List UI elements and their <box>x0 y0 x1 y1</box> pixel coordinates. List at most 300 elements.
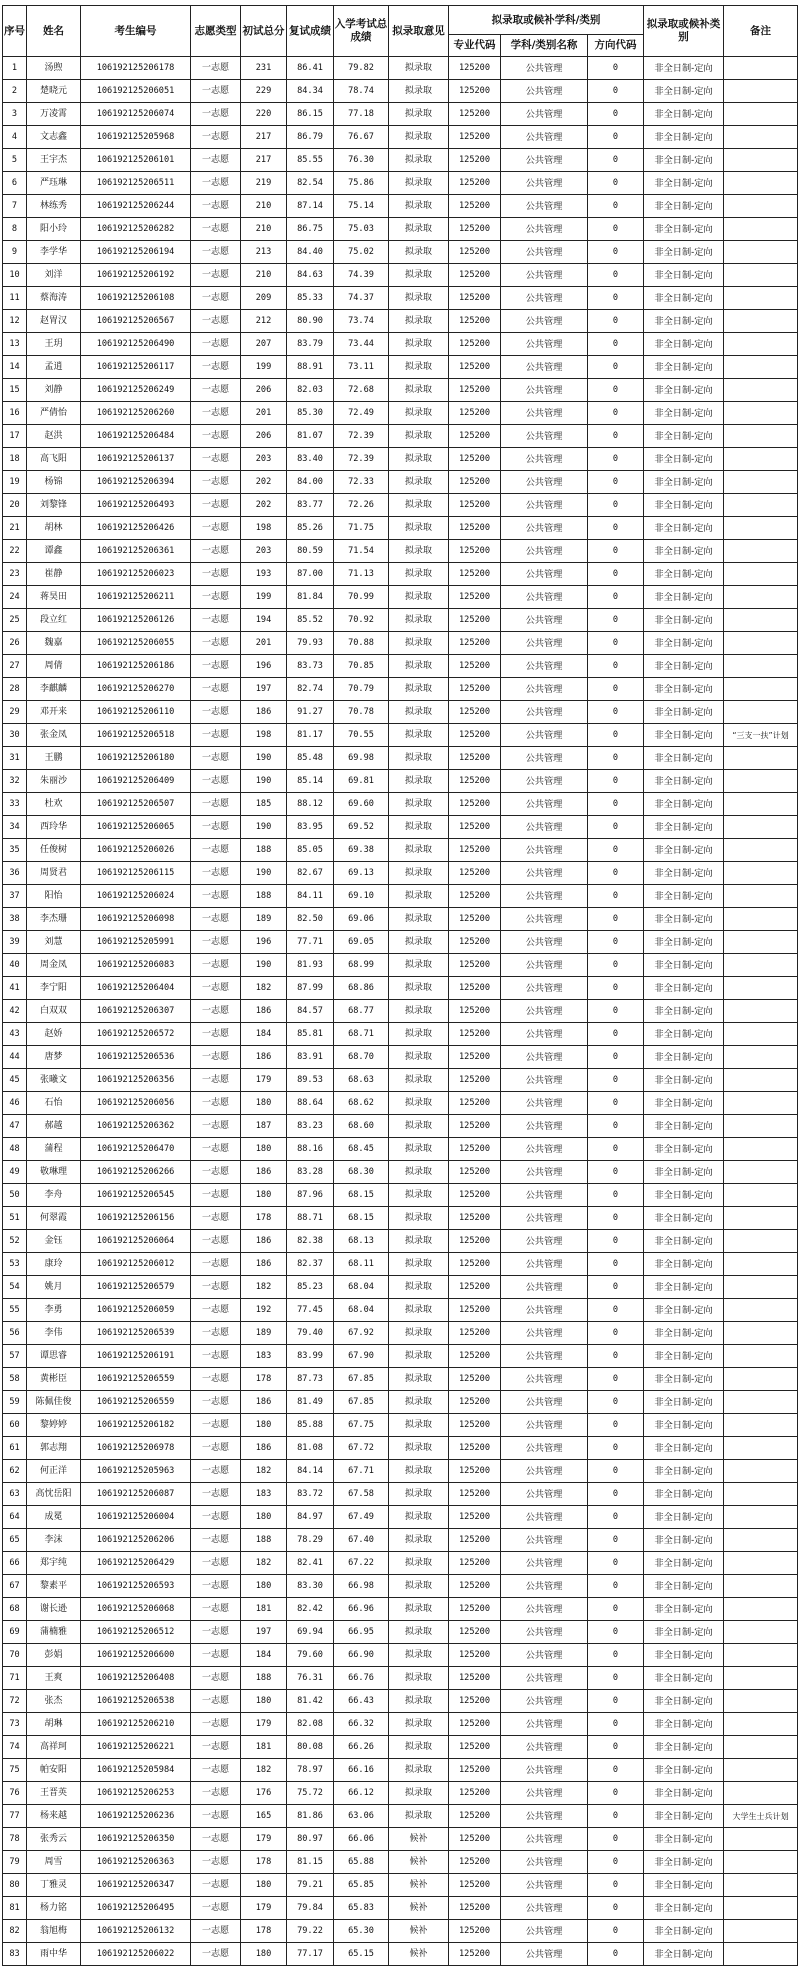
table-row <box>3 1184 798 1207</box>
cell-seq: 21 <box>3 517 27 540</box>
table-row <box>3 1897 798 1920</box>
cell-remarks <box>724 954 798 977</box>
cell-total-score: 76.30 <box>334 149 389 172</box>
cell-initial-total: 186 <box>241 1161 287 1184</box>
cell-subject-name: 公共管理 <box>501 1828 588 1851</box>
cell-major-code: 125200 <box>449 632 501 655</box>
cell-retest-score: 75.72 <box>287 1782 334 1805</box>
cell-admit-category: 非全日制-定向 <box>644 1092 724 1115</box>
cell-total-score: 68.70 <box>334 1046 389 1069</box>
cell-exam-id: 106192125206186 <box>81 655 191 678</box>
cell-student-name: 谭鑫 <box>27 540 81 563</box>
cell-decision: 拟录取 <box>389 379 449 402</box>
cell-admit-category: 非全日制-定向 <box>644 1874 724 1897</box>
cell-admit-category: 非全日制-定向 <box>644 1161 724 1184</box>
cell-retest-score: 86.15 <box>287 103 334 126</box>
cell-subject-name: 公共管理 <box>501 655 588 678</box>
cell-remarks <box>724 1483 798 1506</box>
cell-seq: 42 <box>3 1000 27 1023</box>
cell-exam-id: 106192125206221 <box>81 1736 191 1759</box>
cell-exam-id: 106192125206350 <box>81 1828 191 1851</box>
cell-exam-id: 106192125206210 <box>81 1713 191 1736</box>
cell-initial-total: 179 <box>241 1069 287 1092</box>
table-row <box>3 310 798 333</box>
cell-initial-total: 181 <box>241 1598 287 1621</box>
cell-total-score: 65.83 <box>334 1897 389 1920</box>
table-row <box>3 1299 798 1322</box>
cell-initial-total: 187 <box>241 1115 287 1138</box>
cell-exam-id: 106192125206270 <box>81 678 191 701</box>
cell-seq: 22 <box>3 540 27 563</box>
cell-major-code: 125200 <box>449 793 501 816</box>
cell-retest-score: 78.97 <box>287 1759 334 1782</box>
cell-total-score: 68.04 <box>334 1276 389 1299</box>
cell-exam-id: 106192125206101 <box>81 149 191 172</box>
cell-subject-name: 公共管理 <box>501 1230 588 1253</box>
cell-admit-category: 非全日制-定向 <box>644 1713 724 1736</box>
cell-seq: 15 <box>3 379 27 402</box>
cell-decision: 拟录取 <box>389 1253 449 1276</box>
table-row <box>3 1276 798 1299</box>
cell-direction-code: 0 <box>588 1207 644 1230</box>
cell-direction-code: 0 <box>588 402 644 425</box>
cell-total-score: 70.78 <box>334 701 389 724</box>
cell-major-code: 125200 <box>449 126 501 149</box>
cell-remarks <box>724 1092 798 1115</box>
cell-direction-code: 0 <box>588 80 644 103</box>
cell-exam-id: 106192125206211 <box>81 586 191 609</box>
cell-admit-category: 非全日制-定向 <box>644 1046 724 1069</box>
cell-initial-total: 190 <box>241 770 287 793</box>
cell-volunteer-type: 一志愿 <box>191 1023 241 1046</box>
cell-retest-score: 77.45 <box>287 1299 334 1322</box>
cell-exam-id: 106192125206108 <box>81 287 191 310</box>
cell-admit-category: 非全日制-定向 <box>644 1253 724 1276</box>
cell-initial-total: 179 <box>241 1828 287 1851</box>
table-row <box>3 80 798 103</box>
cell-total-score: 70.55 <box>334 724 389 747</box>
cell-direction-code: 0 <box>588 1667 644 1690</box>
cell-total-score: 66.76 <box>334 1667 389 1690</box>
cell-volunteer-type: 一志愿 <box>191 793 241 816</box>
cell-remarks <box>724 356 798 379</box>
cell-subject-name: 公共管理 <box>501 678 588 701</box>
cell-exam-id: 106192125206194 <box>81 241 191 264</box>
cell-total-score: 65.30 <box>334 1920 389 1943</box>
table-row <box>3 931 798 954</box>
cell-exam-id: 106192125206117 <box>81 356 191 379</box>
cell-subject-name: 公共管理 <box>501 1414 588 1437</box>
cell-major-code: 125200 <box>449 172 501 195</box>
cell-volunteer-type: 一志愿 <box>191 1805 241 1828</box>
cell-exam-id: 106192125206593 <box>81 1575 191 1598</box>
cell-admit-category: 非全日制-定向 <box>644 655 724 678</box>
cell-student-name: 敬琳理 <box>27 1161 81 1184</box>
cell-student-name: 胡琳 <box>27 1713 81 1736</box>
cell-major-code: 125200 <box>449 241 501 264</box>
table-row <box>3 1368 798 1391</box>
cell-decision: 拟录取 <box>389 149 449 172</box>
cell-total-score: 69.52 <box>334 816 389 839</box>
cell-subject-name: 公共管理 <box>501 862 588 885</box>
cell-total-score: 69.81 <box>334 770 389 793</box>
cell-admit-category: 非全日制-定向 <box>644 103 724 126</box>
cell-seq: 78 <box>3 1828 27 1851</box>
cell-initial-total: 203 <box>241 448 287 471</box>
cell-volunteer-type: 一志愿 <box>191 1529 241 1552</box>
cell-initial-total: 196 <box>241 931 287 954</box>
cell-subject-name: 公共管理 <box>501 1943 588 1966</box>
cell-decision: 拟录取 <box>389 1805 449 1828</box>
cell-retest-score: 86.79 <box>287 126 334 149</box>
cell-total-score: 69.10 <box>334 885 389 908</box>
cell-student-name: 万凌霄 <box>27 103 81 126</box>
cell-remarks <box>724 931 798 954</box>
cell-direction-code: 0 <box>588 287 644 310</box>
cell-student-name: 林练秀 <box>27 195 81 218</box>
cell-student-name: 文志鑫 <box>27 126 81 149</box>
cell-decision: 拟录取 <box>389 1138 449 1161</box>
cell-retest-score: 81.42 <box>287 1690 334 1713</box>
cell-subject-name: 公共管理 <box>501 1552 588 1575</box>
cell-retest-score: 83.30 <box>287 1575 334 1598</box>
cell-volunteer-type: 一志愿 <box>191 977 241 1000</box>
cell-admit-category: 非全日制-定向 <box>644 1184 724 1207</box>
cell-exam-id: 106192125206178 <box>81 57 191 80</box>
cell-student-name: 郝越 <box>27 1115 81 1138</box>
cell-retest-score: 82.37 <box>287 1253 334 1276</box>
cell-exam-id: 106192125206538 <box>81 1690 191 1713</box>
cell-decision: 拟录取 <box>389 471 449 494</box>
cell-exam-id: 106192125205991 <box>81 931 191 954</box>
cell-major-code: 125200 <box>449 931 501 954</box>
cell-subject-name: 公共管理 <box>501 310 588 333</box>
cell-retest-score: 87.00 <box>287 563 334 586</box>
header-remarks: 备注 <box>724 6 798 57</box>
cell-exam-id: 106192125206518 <box>81 724 191 747</box>
cell-seq: 69 <box>3 1621 27 1644</box>
cell-volunteer-type: 一志愿 <box>191 1552 241 1575</box>
cell-volunteer-type: 一志愿 <box>191 1299 241 1322</box>
cell-student-name: 黄彬臣 <box>27 1368 81 1391</box>
header-subject-group: 拟录取或候补学科/类别 <box>449 6 644 35</box>
cell-direction-code: 0 <box>588 563 644 586</box>
cell-admit-category: 非全日制-定向 <box>644 1828 724 1851</box>
cell-exam-id: 106192125206083 <box>81 954 191 977</box>
cell-student-name: 高飞阳 <box>27 448 81 471</box>
cell-total-score: 68.15 <box>334 1207 389 1230</box>
cell-exam-id: 106192125206347 <box>81 1874 191 1897</box>
cell-retest-score: 88.16 <box>287 1138 334 1161</box>
cell-remarks <box>724 770 798 793</box>
cell-decision: 拟录取 <box>389 218 449 241</box>
table-row <box>3 1230 798 1253</box>
cell-total-score: 67.49 <box>334 1506 389 1529</box>
cell-retest-score: 81.08 <box>287 1437 334 1460</box>
cell-initial-total: 199 <box>241 586 287 609</box>
cell-subject-name: 公共管理 <box>501 931 588 954</box>
cell-decision: 拟录取 <box>389 1299 449 1322</box>
cell-student-name: 赵洪 <box>27 425 81 448</box>
cell-major-code: 125200 <box>449 1759 501 1782</box>
cell-decision: 拟录取 <box>389 1759 449 1782</box>
cell-volunteer-type: 一志愿 <box>191 195 241 218</box>
cell-subject-name: 公共管理 <box>501 908 588 931</box>
cell-exam-id: 106192125206244 <box>81 195 191 218</box>
cell-admit-category: 非全日制-定向 <box>644 586 724 609</box>
cell-decision: 拟录取 <box>389 1368 449 1391</box>
cell-initial-total: 185 <box>241 793 287 816</box>
cell-initial-total: 192 <box>241 1299 287 1322</box>
cell-volunteer-type: 一志愿 <box>191 770 241 793</box>
cell-seq: 43 <box>3 1023 27 1046</box>
cell-seq: 79 <box>3 1851 27 1874</box>
cell-subject-name: 公共管理 <box>501 287 588 310</box>
cell-direction-code: 0 <box>588 1276 644 1299</box>
cell-remarks <box>724 1230 798 1253</box>
cell-admit-category: 非全日制-定向 <box>644 632 724 655</box>
cell-volunteer-type: 一志愿 <box>191 816 241 839</box>
cell-major-code: 125200 <box>449 1598 501 1621</box>
cell-admit-category: 非全日制-定向 <box>644 1943 724 1966</box>
cell-decision: 拟录取 <box>389 448 449 471</box>
cell-decision: 拟录取 <box>389 862 449 885</box>
cell-volunteer-type: 一志愿 <box>191 356 241 379</box>
cell-major-code: 125200 <box>449 1368 501 1391</box>
table-row <box>3 1506 798 1529</box>
cell-initial-total: 189 <box>241 1322 287 1345</box>
cell-remarks <box>724 218 798 241</box>
cell-admit-category: 非全日制-定向 <box>644 862 724 885</box>
cell-initial-total: 186 <box>241 1253 287 1276</box>
cell-remarks <box>724 310 798 333</box>
cell-retest-score: 86.41 <box>287 57 334 80</box>
cell-total-score: 75.02 <box>334 241 389 264</box>
cell-retest-score: 81.86 <box>287 1805 334 1828</box>
cell-exam-id: 106192125206572 <box>81 1023 191 1046</box>
cell-subject-name: 公共管理 <box>501 1115 588 1138</box>
cell-student-name: 杨锦 <box>27 471 81 494</box>
cell-direction-code: 0 <box>588 1529 644 1552</box>
cell-seq: 75 <box>3 1759 27 1782</box>
table-row <box>3 632 798 655</box>
cell-remarks <box>724 1644 798 1667</box>
cell-total-score: 66.90 <box>334 1644 389 1667</box>
cell-exam-id: 106192125205963 <box>81 1460 191 1483</box>
cell-decision: 拟录取 <box>389 287 449 310</box>
cell-retest-score: 82.42 <box>287 1598 334 1621</box>
cell-remarks <box>724 862 798 885</box>
cell-volunteer-type: 一志愿 <box>191 264 241 287</box>
cell-retest-score: 79.21 <box>287 1874 334 1897</box>
cell-student-name: 杨力铭 <box>27 1897 81 1920</box>
cell-subject-name: 公共管理 <box>501 1805 588 1828</box>
table-row <box>3 494 798 517</box>
cell-subject-name: 公共管理 <box>501 1207 588 1230</box>
cell-exam-id: 106192125206068 <box>81 1598 191 1621</box>
cell-volunteer-type: 一志愿 <box>191 425 241 448</box>
cell-major-code: 125200 <box>449 540 501 563</box>
cell-subject-name: 公共管理 <box>501 241 588 264</box>
cell-decision: 拟录取 <box>389 839 449 862</box>
cell-initial-total: 184 <box>241 1644 287 1667</box>
cell-retest-score: 81.17 <box>287 724 334 747</box>
cell-student-name: 谢长逊 <box>27 1598 81 1621</box>
cell-exam-id: 106192125205984 <box>81 1759 191 1782</box>
cell-exam-id: 106192125206307 <box>81 1000 191 1023</box>
cell-exam-id: 106192125206074 <box>81 103 191 126</box>
cell-major-code: 125200 <box>449 356 501 379</box>
cell-student-name: 周金凤 <box>27 954 81 977</box>
cell-exam-id: 106192125206404 <box>81 977 191 1000</box>
cell-volunteer-type: 一志愿 <box>191 1437 241 1460</box>
cell-direction-code: 0 <box>588 1437 644 1460</box>
cell-direction-code: 0 <box>588 793 644 816</box>
cell-subject-name: 公共管理 <box>501 1920 588 1943</box>
cell-direction-code: 0 <box>588 678 644 701</box>
table-row <box>3 1667 798 1690</box>
cell-exam-id: 106192125206484 <box>81 425 191 448</box>
cell-subject-name: 公共管理 <box>501 1184 588 1207</box>
cell-seq: 62 <box>3 1460 27 1483</box>
cell-subject-name: 公共管理 <box>501 954 588 977</box>
cell-exam-id: 106192125206363 <box>81 1851 191 1874</box>
cell-total-score: 67.40 <box>334 1529 389 1552</box>
cell-total-score: 68.45 <box>334 1138 389 1161</box>
cell-initial-total: 182 <box>241 1276 287 1299</box>
cell-subject-name: 公共管理 <box>501 540 588 563</box>
cell-major-code: 125200 <box>449 701 501 724</box>
cell-admit-category: 非全日制-定向 <box>644 195 724 218</box>
cell-direction-code: 0 <box>588 1920 644 1943</box>
cell-retest-score: 85.52 <box>287 609 334 632</box>
cell-direction-code: 0 <box>588 1874 644 1897</box>
cell-subject-name: 公共管理 <box>501 1782 588 1805</box>
cell-remarks <box>724 471 798 494</box>
cell-remarks <box>724 425 798 448</box>
cell-student-name: 王晋英 <box>27 1782 81 1805</box>
cell-initial-total: 231 <box>241 57 287 80</box>
cell-total-score: 66.43 <box>334 1690 389 1713</box>
cell-total-score: 69.98 <box>334 747 389 770</box>
cell-initial-total: 180 <box>241 1874 287 1897</box>
cell-remarks <box>724 1184 798 1207</box>
cell-total-score: 72.49 <box>334 402 389 425</box>
cell-retest-score: 87.96 <box>287 1184 334 1207</box>
cell-student-name: 黎素平 <box>27 1575 81 1598</box>
cell-subject-name: 公共管理 <box>501 1874 588 1897</box>
cell-total-score: 71.13 <box>334 563 389 586</box>
cell-major-code: 125200 <box>449 563 501 586</box>
cell-initial-total: 220 <box>241 103 287 126</box>
cell-volunteer-type: 一志愿 <box>191 1667 241 1690</box>
cell-subject-name: 公共管理 <box>501 1713 588 1736</box>
cell-major-code: 125200 <box>449 333 501 356</box>
cell-admit-category: 非全日制-定向 <box>644 1782 724 1805</box>
cell-initial-total: 178 <box>241 1207 287 1230</box>
cell-volunteer-type: 一志愿 <box>191 678 241 701</box>
cell-exam-id: 106192125206260 <box>81 402 191 425</box>
cell-decision: 拟录取 <box>389 1023 449 1046</box>
cell-total-score: 73.44 <box>334 333 389 356</box>
cell-direction-code: 0 <box>588 1184 644 1207</box>
cell-exam-id: 106192125206051 <box>81 80 191 103</box>
cell-direction-code: 0 <box>588 1483 644 1506</box>
cell-total-score: 66.98 <box>334 1575 389 1598</box>
cell-volunteer-type: 一志愿 <box>191 1069 241 1092</box>
cell-volunteer-type: 一志愿 <box>191 747 241 770</box>
cell-seq: 19 <box>3 471 27 494</box>
cell-student-name: 白双双 <box>27 1000 81 1023</box>
cell-decision: 拟录取 <box>389 80 449 103</box>
cell-student-name: 刘洋 <box>27 264 81 287</box>
cell-remarks <box>724 1345 798 1368</box>
cell-seq: 81 <box>3 1897 27 1920</box>
cell-major-code: 125200 <box>449 1920 501 1943</box>
cell-initial-total: 210 <box>241 264 287 287</box>
cell-student-name: 刘黎锋 <box>27 494 81 517</box>
cell-remarks <box>724 977 798 1000</box>
cell-total-score: 66.26 <box>334 1736 389 1759</box>
cell-exam-id: 106192125206249 <box>81 379 191 402</box>
table-row <box>3 1782 798 1805</box>
cell-remarks <box>724 287 798 310</box>
cell-volunteer-type: 一志愿 <box>191 1874 241 1897</box>
cell-remarks <box>724 586 798 609</box>
cell-admit-category: 非全日制-定向 <box>644 149 724 172</box>
cell-student-name: 严珏琳 <box>27 172 81 195</box>
cell-seq: 23 <box>3 563 27 586</box>
cell-major-code: 125200 <box>449 1046 501 1069</box>
cell-volunteer-type: 一志愿 <box>191 1345 241 1368</box>
cell-subject-name: 公共管理 <box>501 1437 588 1460</box>
cell-direction-code: 0 <box>588 1552 644 1575</box>
cell-retest-score: 83.91 <box>287 1046 334 1069</box>
cell-total-score: 69.38 <box>334 839 389 862</box>
cell-total-score: 72.39 <box>334 448 389 471</box>
cell-major-code: 125200 <box>449 1690 501 1713</box>
cell-volunteer-type: 一志愿 <box>191 1897 241 1920</box>
cell-initial-total: 189 <box>241 908 287 931</box>
cell-admit-category: 非全日制-定向 <box>644 1552 724 1575</box>
cell-major-code: 125200 <box>449 103 501 126</box>
cell-total-score: 66.95 <box>334 1621 389 1644</box>
cell-direction-code: 0 <box>588 1644 644 1667</box>
cell-seq: 8 <box>3 218 27 241</box>
cell-remarks <box>724 149 798 172</box>
table-row <box>3 609 798 632</box>
cell-subject-name: 公共管理 <box>501 1046 588 1069</box>
cell-subject-name: 公共管理 <box>501 1345 588 1368</box>
cell-direction-code: 0 <box>588 1736 644 1759</box>
cell-admit-category: 非全日制-定向 <box>644 1299 724 1322</box>
cell-initial-total: 190 <box>241 862 287 885</box>
table-row <box>3 1713 798 1736</box>
cell-total-score: 66.96 <box>334 1598 389 1621</box>
cell-major-code: 125200 <box>449 195 501 218</box>
cell-initial-total: 188 <box>241 1667 287 1690</box>
cell-initial-total: 180 <box>241 1943 287 1966</box>
cell-direction-code: 0 <box>588 862 644 885</box>
table-row <box>3 1621 798 1644</box>
cell-initial-total: 190 <box>241 747 287 770</box>
cell-decision: 拟录取 <box>389 1552 449 1575</box>
cell-direction-code: 0 <box>588 1414 644 1437</box>
cell-admit-category: 非全日制-定向 <box>644 1621 724 1644</box>
cell-retest-score: 85.26 <box>287 517 334 540</box>
cell-volunteer-type: 一志愿 <box>191 586 241 609</box>
cell-initial-total: 213 <box>241 241 287 264</box>
